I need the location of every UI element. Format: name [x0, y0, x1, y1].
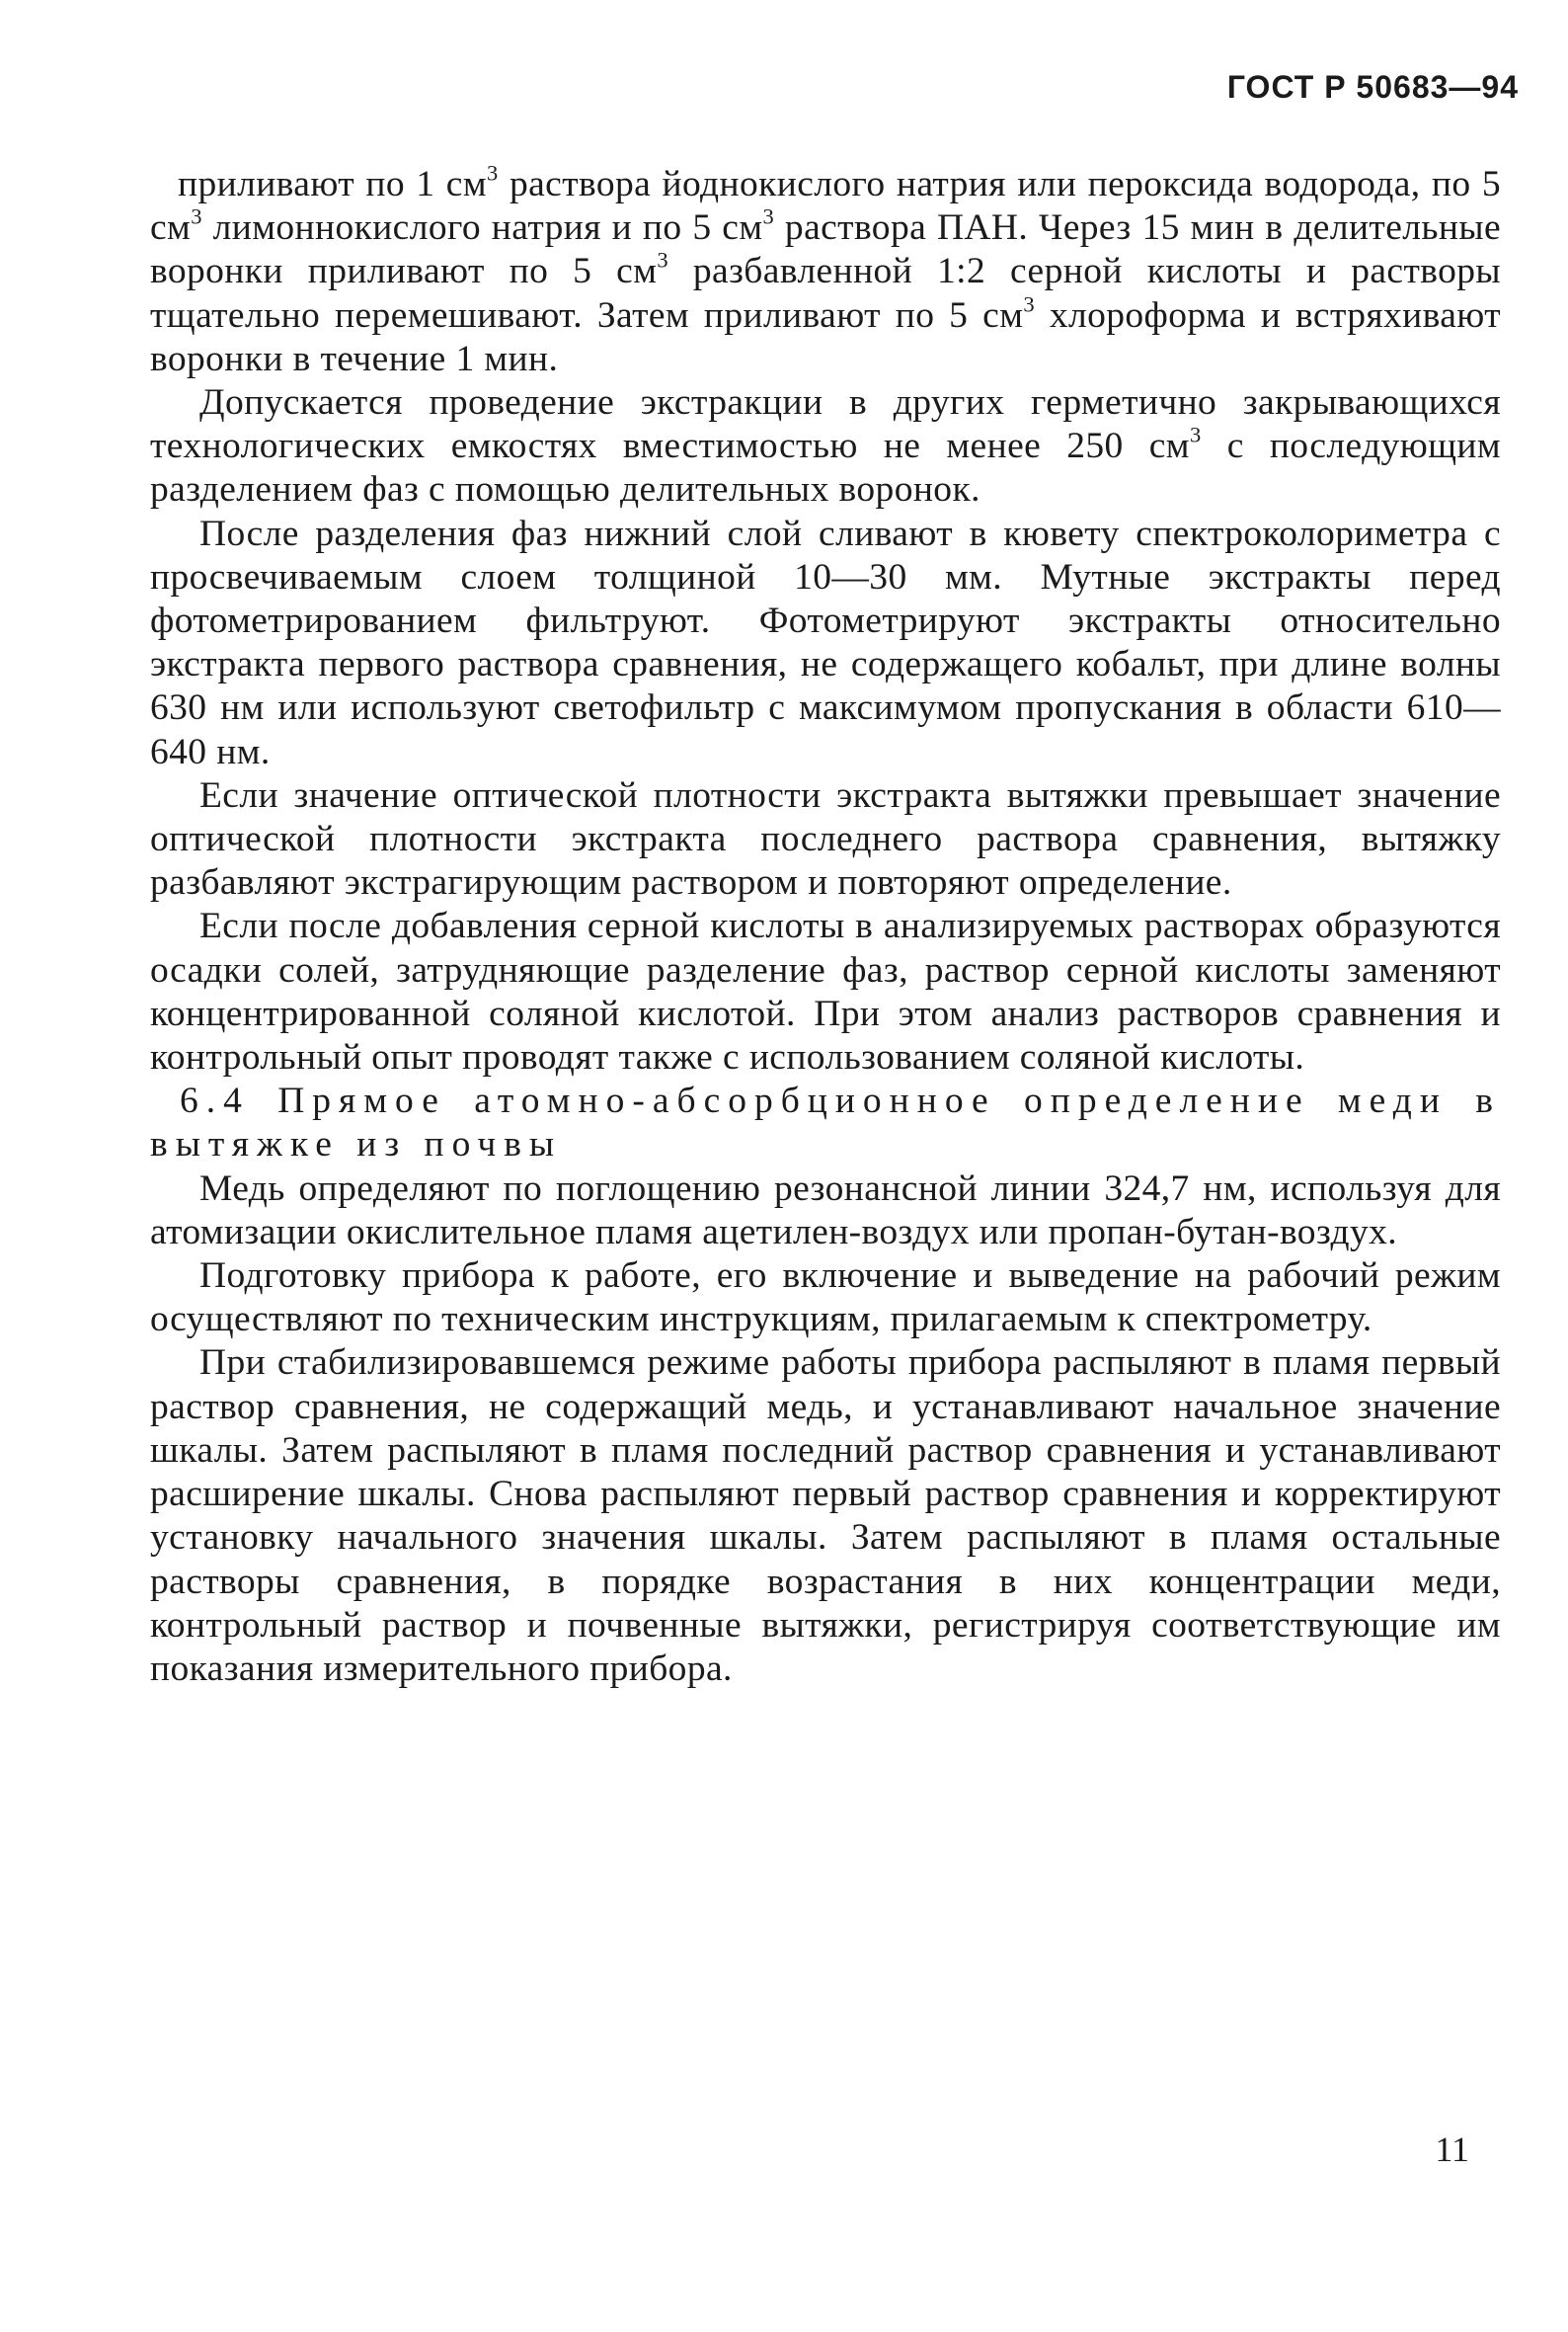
paragraph-phase-separation: После разделения фаз нижний слой сливают в кювету спектроколориметра с просвечиваемым слоем толщиной 10—30 мм. Мутные экстракты перед фотометрированием фильтруют. Фотометрируют экстракты относительно экстракта первого раствора сравнения, не содержащего кобальт, при длине волны 630 нм или используют светофильтр с максимумом пропускания в области 610—640 нм. [150, 513, 1501, 772]
document-body [150, 160, 1501, 1691]
paragraph-alternative-vessels: Допускается проведение экстракции в других герметично закрывающихся технологических емкостях вместимостью не менее 250 $см^3$ с последующим разделением фаз с помощью делительных воронок. [150, 382, 1501, 511]
section-heading-6-4: 6.4 Прямое атомно-абсорбционное определение меди в вытяжке из почвы [150, 1081, 1501, 1166]
paragraph-salt-precipitate: Если после добавления серной кислоты в анализируемых растворах образуются осадки солей, затрудняющие разделение фаз, раствор серной кислоты заменяют концентрированной соляной кислотой. При этом анализ растворов сравнения и контрольный опыт проводят также с использованием соляной кислоты. [150, 906, 1501, 1079]
paragraph-dilution: Если значение оптической плотности экстракта вытяжки превышает значение оптической плотности экстракта последнего раствора сравнения, вытяжку разбавляют экстрагирующим раствором и повторяют определение. [150, 774, 1501, 904]
page-number: 11 [1435, 2130, 1469, 2169]
paragraph-copper-determination: Медь определяют по поглощению резонансной линии 324,7 нм, используя для атомизации окислительное пламя ацетилен-воздух или пропан-бутан-воздух. [150, 1167, 1501, 1252]
paragraph-measurement-procedure: При стабилизировавшемся режиме работы прибора распыляют в пламя первый раствор сравнения, не содержащий медь, и устанавливают начальное значение шкалы. Затем распыляют в пламя последний раствор сравнения и устанавливают расширение шкалы. Снова распыляют первый раствор сравнения и корректируют установку начального значения шкалы. Затем распыляют в пламя остальные растворы сравнения, в порядке возрастания в них концентрации меди, контрольный раствор и почвенные вытяжки, регистрируя соответствующие им показания измерительного прибора. [150, 1342, 1501, 1689]
paragraph-extraction-procedure: приливают по 1 $см^3$ раствора йоднокислого натрия или пероксида водорода, по 5 $см^3$ лимоннокислого натрия и по 5 $см^3$ раствора ПАН. Через 15 мин в делительные воронки приливают по 5 $см^3$ разбавленной 1:2 серной кислоты и растворы тщательно перемешивают. Затем приливают по 5 $см^3$ хлороформа и встряхивают воронки в течение 1 мин. [150, 160, 1501, 379]
paragraph-instrument-preparation: Подготовку прибора к работе, его включение и выведение на рабочий режим осуществляют по техническим инструкциям, прилагаемым к спектрометру. [150, 1255, 1501, 1340]
document-code: ГОСТ Р 50683—94 [1226, 69, 1519, 105]
